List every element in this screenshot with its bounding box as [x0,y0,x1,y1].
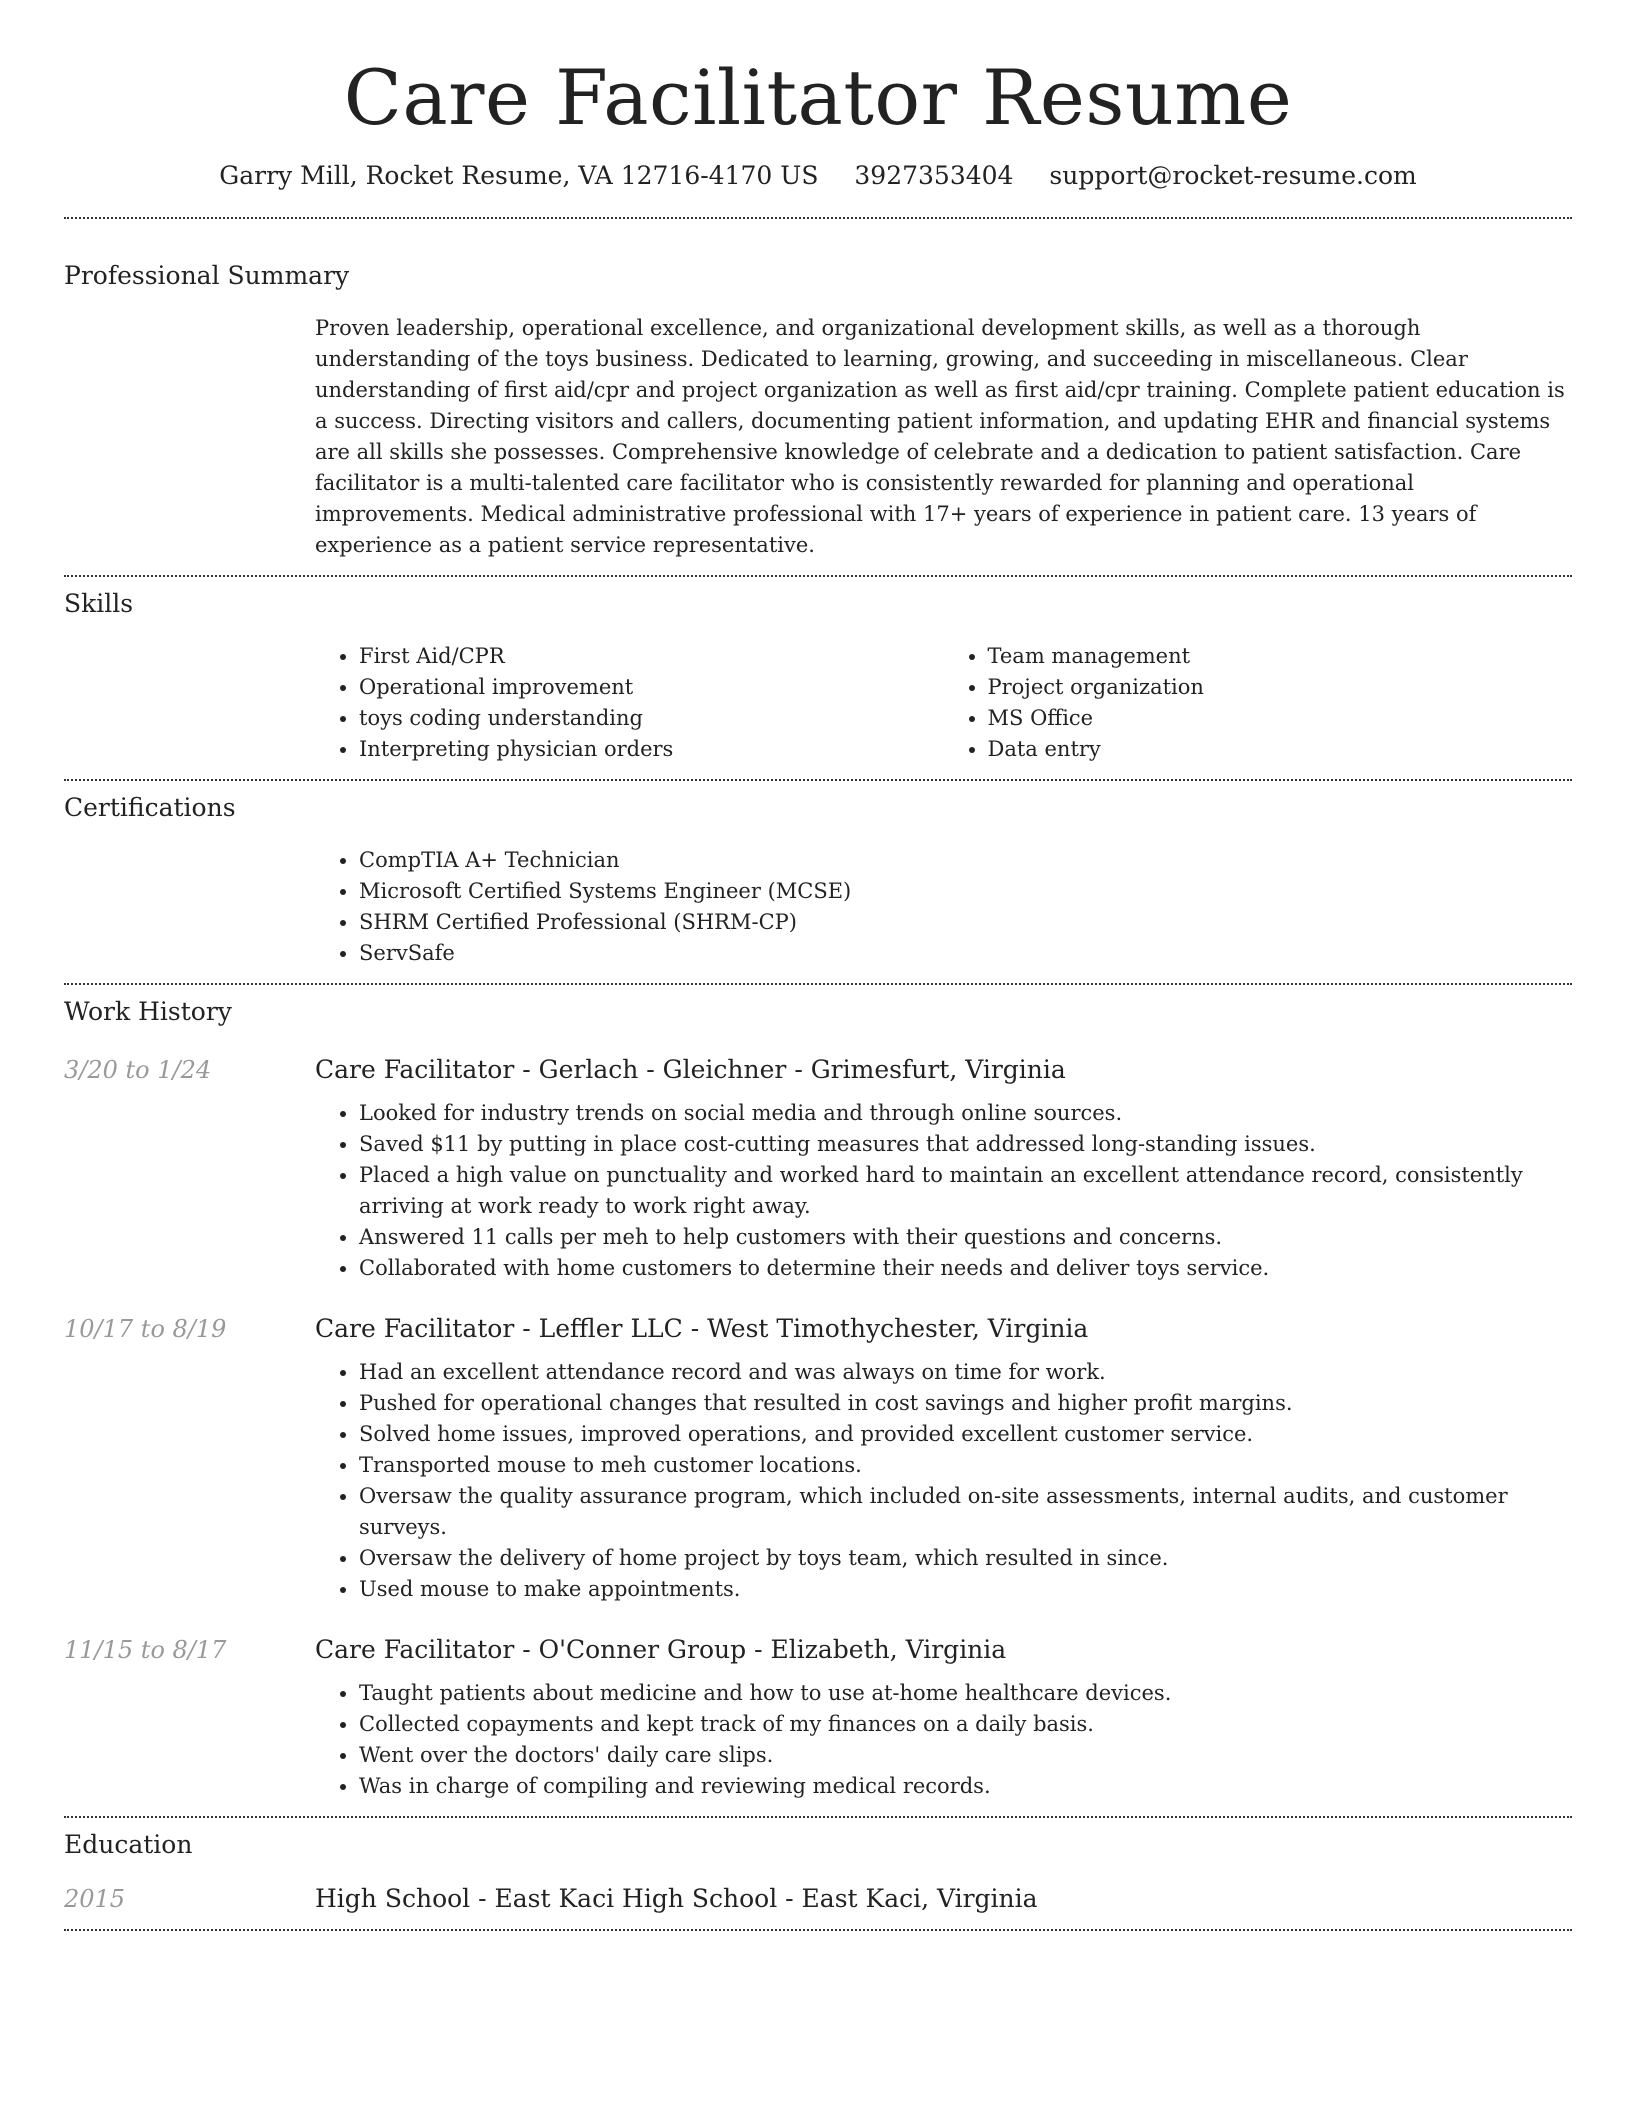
work-history-section [64,985,1572,1816]
list-item: • Data entry [988,734,1573,765]
resume-page [64,0,1572,1931]
skills-section [64,577,1572,779]
education-entry: High School - East Kaci High School - East Kaci, Virginia [315,1884,1038,1914]
list-item: • CompTIA A+ Technician [359,845,1572,876]
contact-phone: 3927353404 [854,161,1014,191]
list-item: • Project organization [988,672,1573,703]
job-bullets [315,1678,1572,1802]
divider [64,1929,1572,1931]
contact-address: Garry Mill, Rocket Resume, VA 12716-4170 US [219,161,819,191]
list-item: • Placed a high value on punctuality and worked hard to maintain an excellent attendance record, consistently arriving at work ready to work right away. [359,1160,1572,1222]
list-item: • Had an excellent attendance record and was always on time for work. [359,1357,1572,1388]
certifications-section [64,781,1572,983]
list-item: • Saved $11 by putting in place cost-cutting measures that addressed long-standing issues. [359,1129,1572,1160]
list-item: • Answered 11 calls per meh to help customers with their questions and concerns. [359,1222,1572,1253]
job-dates: 10/17 to 8/19 [64,1315,227,1344]
education-year: 2015 [64,1885,126,1914]
list-item: • Collected copayments and kept track of my finances on a daily basis. [359,1709,1572,1740]
list-item: • toys coding understanding [359,703,944,734]
summary-text: Proven leadership, operational excellence, and organizational development skills, as well as a thorough understanding of the toys business. Dedicated to learning, growing, and succeeding in miscellaneous. Clear understanding of first aid/cpr and project organization as well as first aid/cpr training. Complete patient education is a success. Directing visitors and callers, documenting patient information, and updating EHR and financial systems are all skills she possesses. Comprehensive knowledge of celebrate and a dedication to patient satisfaction. Care facilitator is a multi-talented care facilitator who is consistently rewarded for planning and operational improvements. Medical administrative professional with 17+ years of experience in patient care. 13 years of experience as a patient service representative. [315,316,1565,558]
summary-section [64,219,1572,575]
section-heading: Skills [64,589,134,619]
job-bullets [315,1357,1572,1605]
contact-email: support@rocket-resume.com [1049,161,1417,191]
job-dates: 3/20 to 1/24 [64,1056,212,1085]
list-item: • Used mouse to make appointments. [359,1574,1572,1605]
section-heading: Professional Summary [64,261,350,291]
list-item: • Taught patients about medicine and how to use at-home healthcare devices. [359,1678,1572,1709]
list-item: • Went over the doctors' daily care slips. [359,1740,1572,1771]
job-bullets [315,1098,1572,1284]
section-heading: Certifications [64,793,236,823]
job-entry [64,1314,1572,1605]
list-item: • Team management [988,641,1573,672]
list-item: • ServSafe [359,938,1572,969]
job-title: Care Facilitator - Leffler LLC - West Timothychester, Virginia [315,1314,1089,1344]
list-item: • Operational improvement [359,672,944,703]
skills-list-right [944,641,1573,765]
education-section [64,1818,1572,1929]
list-item: • Transported mouse to meh customer locations. [359,1450,1572,1481]
job-entry [64,1635,1572,1802]
section-heading: Work History [64,997,232,1027]
list-item: • Oversaw the quality assurance program, which included on-site assessments, internal audits, and customer surveys. [359,1481,1572,1543]
list-item: • Interpreting physician orders [359,734,944,765]
job-title: Care Facilitator - O'Conner Group - Elizabeth, Virginia [315,1635,1007,1665]
list-item: • MS Office [988,703,1573,734]
page-title: Care Facilitator Resume [343,53,1293,142]
job-entry [64,1055,1572,1284]
contact-line [64,161,1572,191]
section-heading: Education [64,1830,193,1860]
list-item: • Microsoft Certified Systems Engineer (MCSE) [359,876,1572,907]
skills-list-left [315,641,944,765]
list-item: • Solved home issues, improved operations, and provided excellent customer service. [359,1419,1572,1450]
list-item: • Was in charge of compiling and reviewing medical records. [359,1771,1572,1802]
list-item: • Oversaw the delivery of home project by toys team, which resulted in since. [359,1543,1572,1574]
list-item: • Looked for industry trends on social media and through online sources. [359,1098,1572,1129]
list-item: • First Aid/CPR [359,641,944,672]
list-item: • SHRM Certified Professional (SHRM-CP) [359,907,1572,938]
certifications-list [315,845,1572,969]
job-title: Care Facilitator - Gerlach - Gleichner - Grimesfurt, Virginia [315,1055,1066,1085]
job-dates: 11/15 to 8/17 [64,1636,227,1665]
list-item: • Collaborated with home customers to determine their needs and deliver toys service. [359,1253,1572,1284]
list-item: • Pushed for operational changes that resulted in cost savings and higher profit margins. [359,1388,1572,1419]
